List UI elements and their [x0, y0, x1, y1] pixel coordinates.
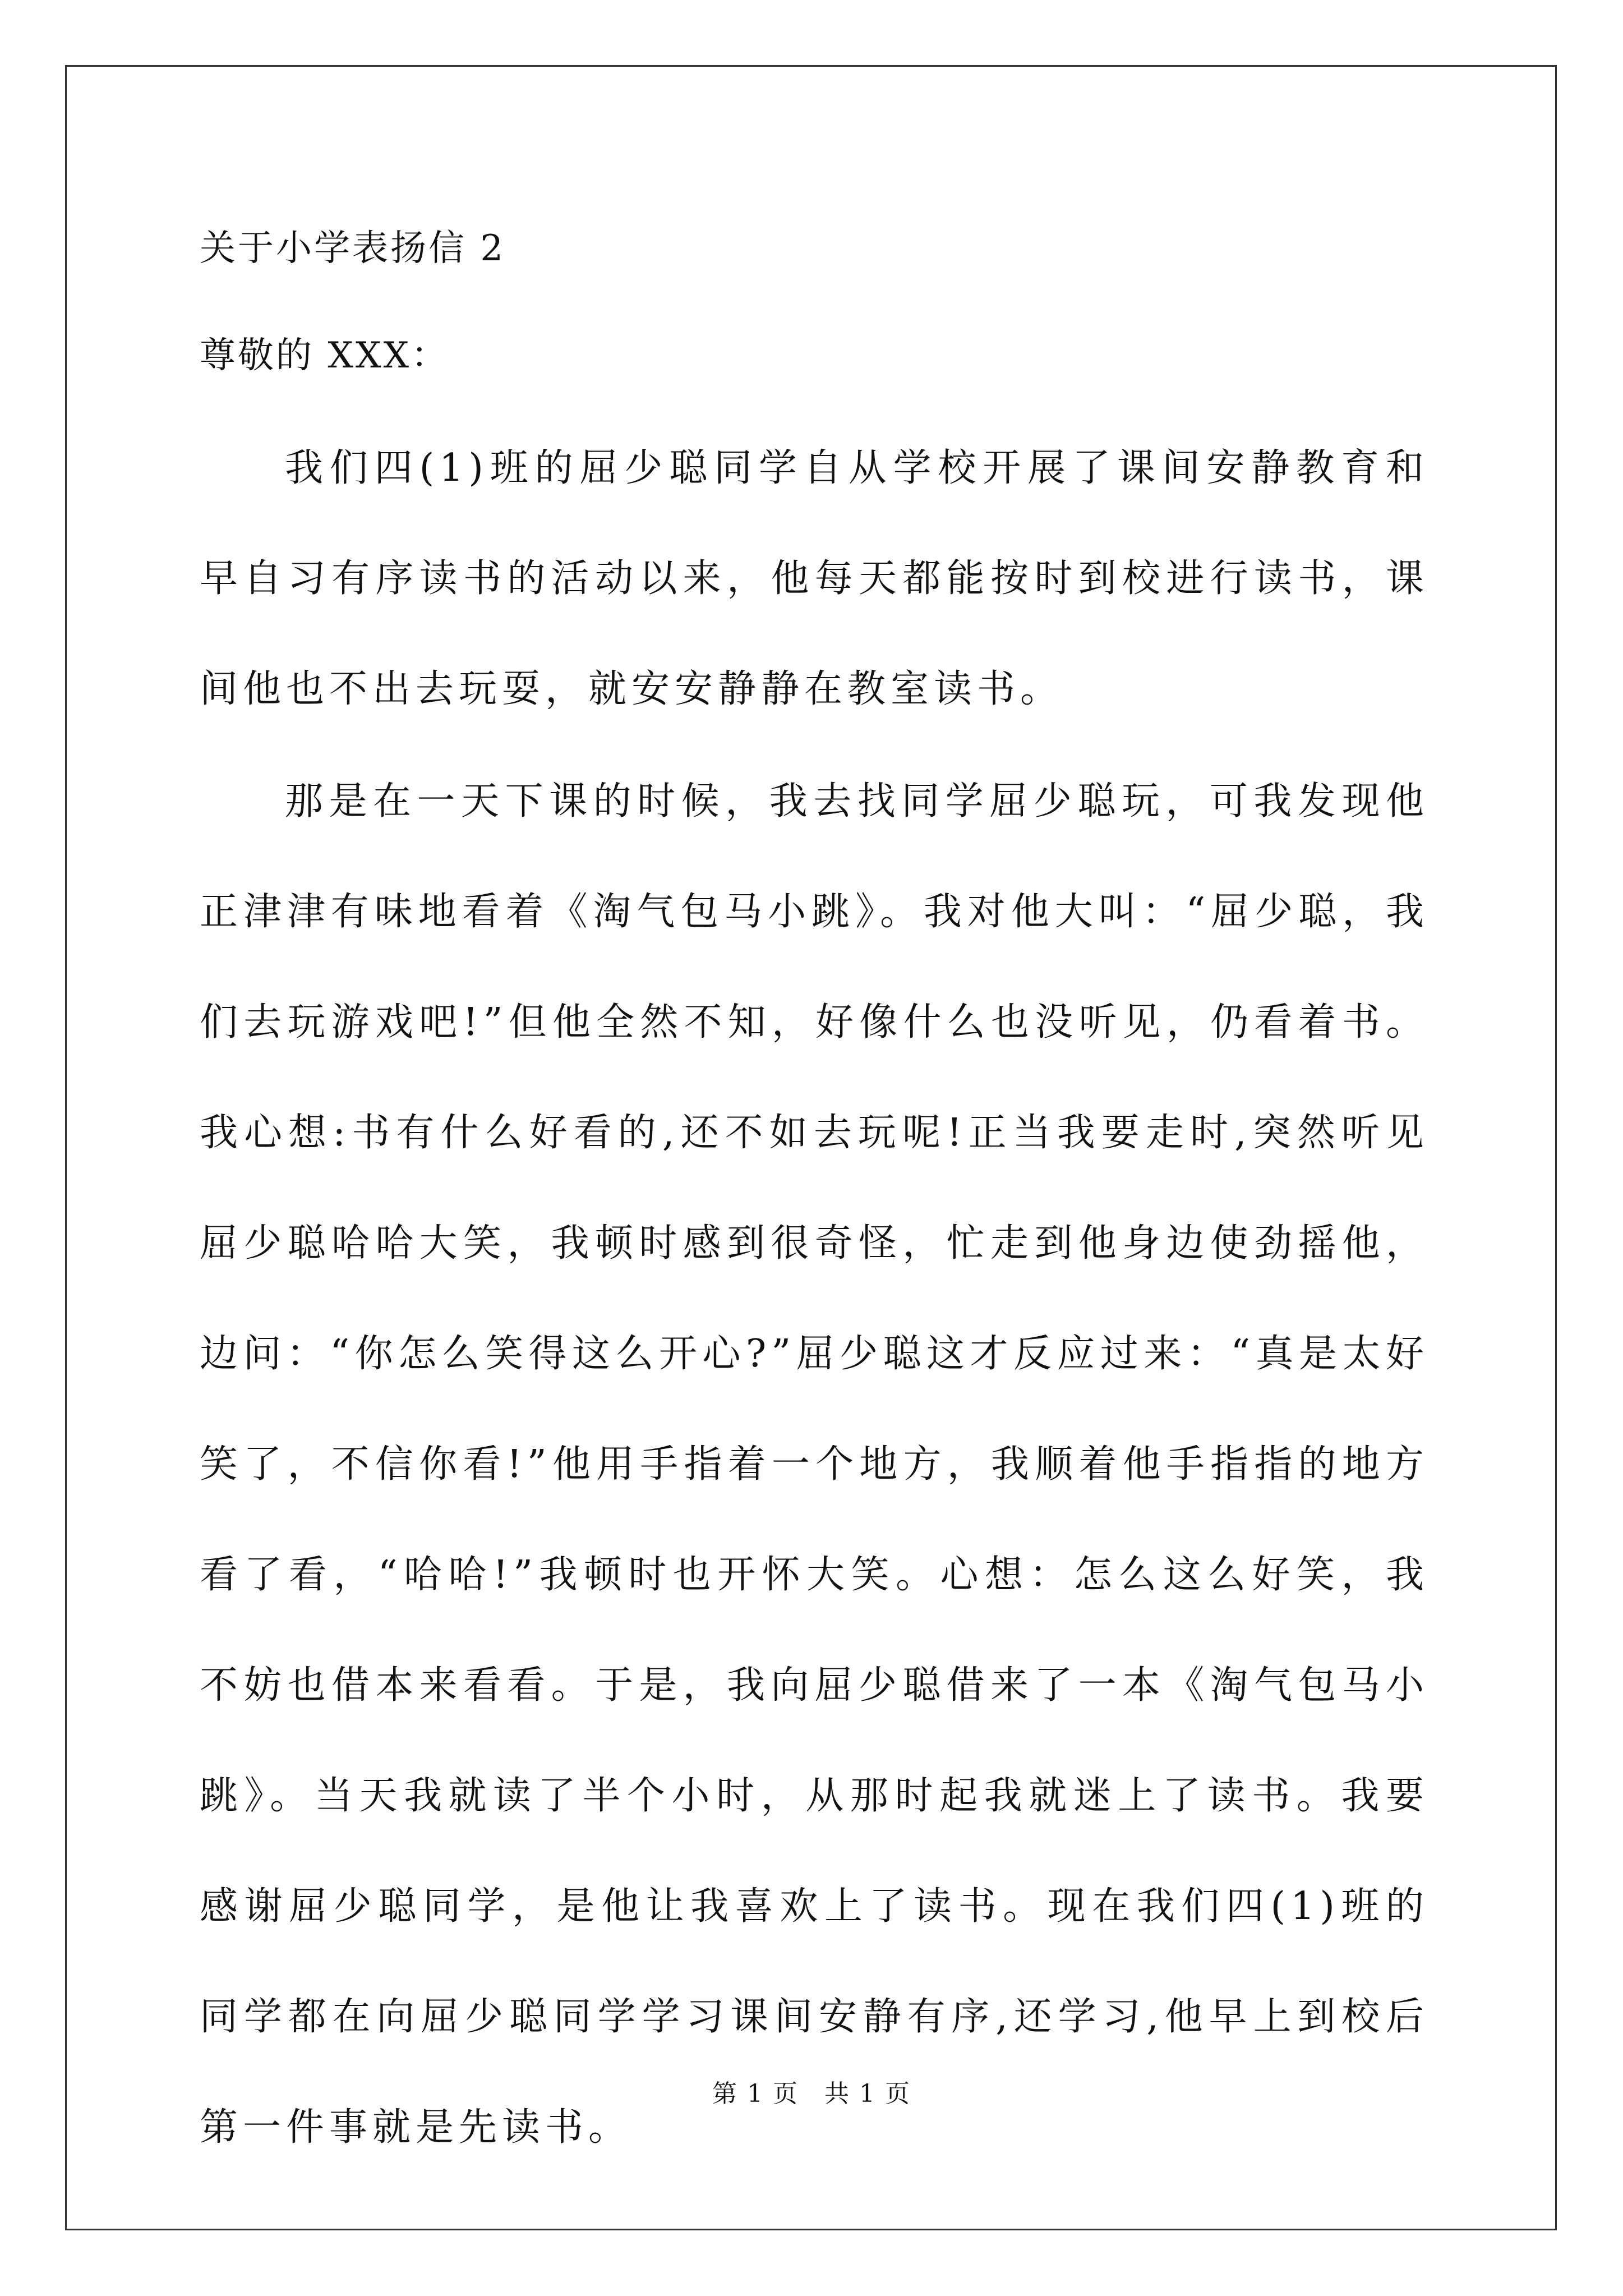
document-title: 关于小学表扬信 2	[200, 228, 506, 269]
paragraph-1: 我们四(1)班的屈少聪同学自从学校开展了课间安静教育和早自习有序读书的活动以来，他每天都能按时到校进行读书，课间他也不出去玩耍，就安安静静在教室读书。	[200, 446, 1429, 711]
salutation: 尊敬的 XXX：	[200, 335, 450, 376]
paragraph-2: 那是在一天下课的时候，我去找同学屈少聪玩，可我发现他正津津有味地看着《淘气包马小跳》。我对他大叫：“屈少聪，我们去玩游戏吧!”但他全然不知，好像什么也没听见，仍看着书。我心想:书有什么好看的,还不如去玩呢!正当我要走时,突然听见屈少聪哈哈大笑，我顿时感到很奇怪，忙走到他身边使劲摇他，边问：“你怎么笑得这么开心?”屈少聪这才反应过来：“真是太好笑了，不信你看!”他用手指着一个地方，我顺着他手指指的地方看了看，“哈哈!”我顿时也开怀大笑。心想：怎么这么好笑，我不妨也借本来看看。于是，我向屈少聪借来了一本《淘气包马小跳》。当天我就读了半个小时，从那时起我就迷上了读书。我要感谢屈少聪同学，是他让我喜欢上了读书。现在我们四(1)班的同学都在向屈少聪同学学习课间安静有序,还学习,他早上到校后第一件事就是先读书。	[200, 779, 1430, 2150]
page-number-footer: 第 1 页 共 1 页	[712, 2079, 911, 2108]
